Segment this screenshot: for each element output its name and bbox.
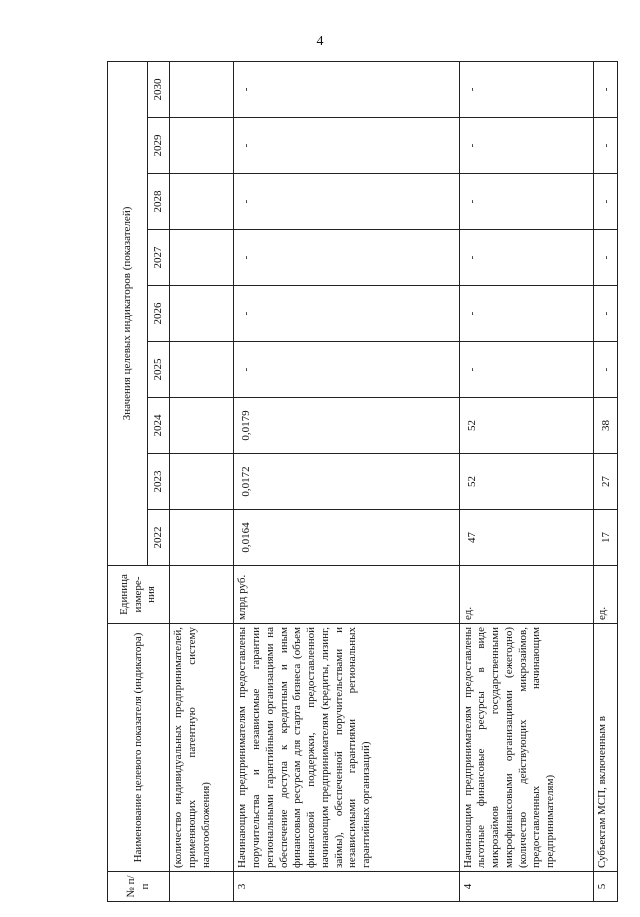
row-value: 0,0172 (234, 454, 459, 510)
row-value: 47 (459, 510, 593, 566)
row-name: (количество индивидуальных предпринимателей, применяющих патентную систему налогообложения) (170, 624, 234, 872)
row-name: Субъектам МСП, включенным в (593, 624, 617, 872)
table-row (593, 61, 617, 901)
row-num: 4 (459, 872, 593, 902)
row-value: 52 (459, 398, 593, 454)
header-year: 2029 (148, 118, 170, 174)
row-value: - (459, 286, 593, 342)
indicators-table (107, 61, 618, 902)
row-value: 52 (459, 454, 593, 510)
row-value: - (459, 342, 593, 398)
row-value: - (459, 174, 593, 230)
row-value: - (459, 61, 593, 117)
row-value: - (593, 286, 617, 342)
header-name: Наименование целевого показателя (индикатора) (108, 624, 170, 872)
row-value: - (593, 61, 617, 117)
row-value (170, 342, 234, 398)
row-value: 27 (593, 454, 617, 510)
header-year: 2023 (148, 454, 170, 510)
row-value (170, 398, 234, 454)
header-num: № п/п (108, 872, 170, 902)
header-year: 2024 (148, 398, 170, 454)
header-year: 2028 (148, 174, 170, 230)
row-num: 5 (593, 872, 617, 902)
row-value: - (234, 230, 459, 286)
row-value: - (234, 286, 459, 342)
header-year: 2022 (148, 510, 170, 566)
row-value: - (234, 61, 459, 117)
row-value: - (593, 342, 617, 398)
row-value (170, 61, 234, 117)
row-value (170, 454, 234, 510)
row-unit: млрд руб. (234, 566, 459, 624)
row-name: Начинающим предпринимателям предоставлены льготные финансовые ресурсы в виде микрозаймов государственными микрофинансовыми организациями (ежегодно) (количество действующих микрозаймов, предоставленных начинающим предпринимателям) (459, 624, 593, 872)
row-value: 0,0179 (234, 398, 459, 454)
row-value: 17 (593, 510, 617, 566)
row-value: - (593, 230, 617, 286)
header-values-group: Значения целевых индикаторов (показателей) (108, 61, 148, 565)
row-value: - (593, 174, 617, 230)
row-value (170, 230, 234, 286)
row-value (170, 286, 234, 342)
table-row (170, 61, 234, 901)
row-num (170, 872, 234, 902)
row-value: 0,0164 (234, 510, 459, 566)
row-value: - (234, 118, 459, 174)
row-value (170, 118, 234, 174)
row-value (170, 174, 234, 230)
row-value: - (234, 174, 459, 230)
row-unit: ед. (593, 566, 617, 624)
rotated-table-wrapper (107, 62, 618, 902)
header-year: 2025 (148, 342, 170, 398)
row-num: 3 (234, 872, 459, 902)
row-value: 38 (593, 398, 617, 454)
row-unit: ед. (459, 566, 593, 624)
header-unit: Единица измере-ния (108, 566, 170, 624)
header-year: 2030 (148, 61, 170, 117)
row-unit (170, 566, 234, 624)
row-value: - (593, 118, 617, 174)
row-value: - (459, 230, 593, 286)
page-number: 4 (316, 34, 324, 49)
row-value: - (459, 118, 593, 174)
row-value: - (234, 342, 459, 398)
row-value (170, 510, 234, 566)
header-year: 2027 (148, 230, 170, 286)
row-name: Начинающим предпринимателям предоставлены поручительства и независимые гарантии региональными гарантийными организациями на обеспечение доступа к кредитным и иным финансовым ресурсам для старта бизнеса (объем финансовой поддержки, предоставленной начинающим предпринимателям (кредиты, лизинг, займы), обеспеченной поручительствами и независимыми гарантиями региональных гарантийных организаций) (234, 624, 459, 872)
table-row (234, 61, 459, 901)
header-year: 2026 (148, 286, 170, 342)
table-row (459, 61, 593, 901)
